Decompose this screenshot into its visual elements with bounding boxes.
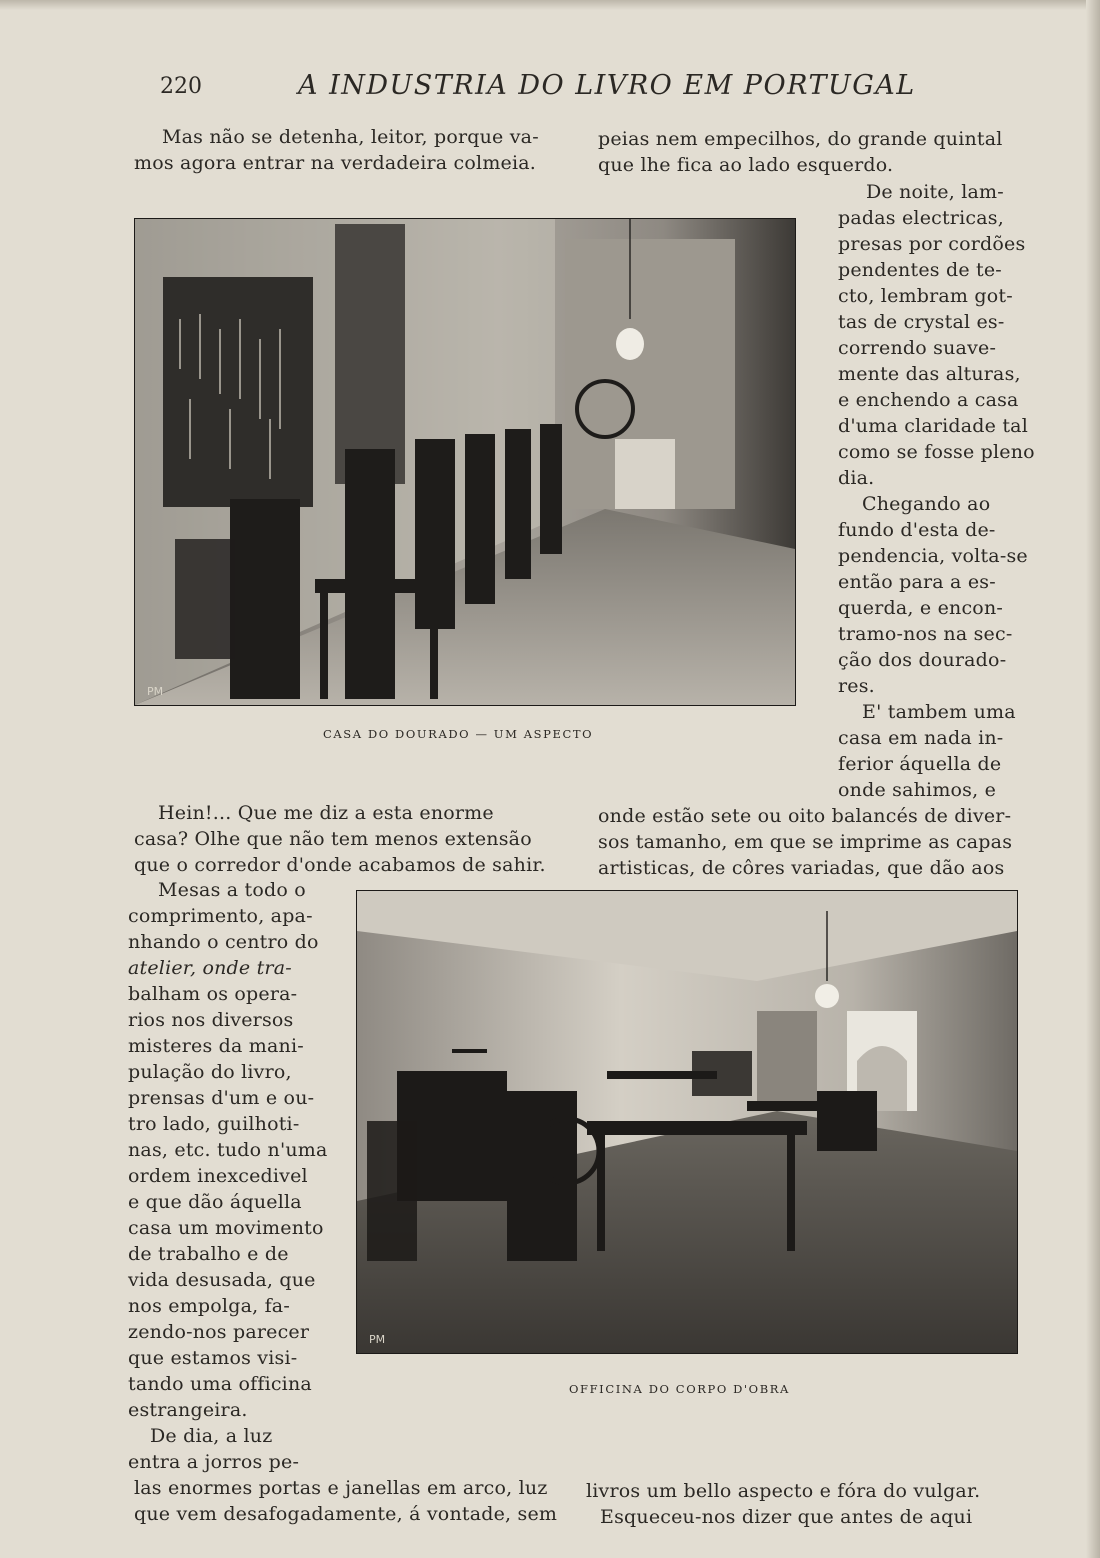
text-line: tramo-nos na sec- (838, 623, 1013, 645)
text-line: tando uma officina (128, 1373, 312, 1395)
text-line: como se fosse pleno (838, 441, 1035, 463)
text-line: Mas não se detenha, leitor, porque va- (162, 126, 539, 148)
photo-officina-corpo-dobra (356, 890, 1018, 1354)
text-line: zendo-nos parecer (128, 1321, 310, 1343)
text-line: peias nem empecilhos, do grande quintal (598, 128, 1003, 150)
text-line: que vem desafogadamente, á vontade, sem (134, 1503, 558, 1525)
text-line: que estamos visi- (128, 1347, 298, 1369)
text-line: misteres da mani- (128, 1035, 304, 1057)
caption-casa-do-dourado: CASA DO DOURADO — UM ASPECTO (323, 727, 594, 741)
text-line: nas, etc. tudo n'uma (128, 1139, 328, 1161)
text-line: mente das alturas, (838, 363, 1021, 385)
caption-officina-corpo-dobra: OFFICINA DO CORPO D'OBRA (569, 1382, 790, 1396)
text-line: casa? Olhe que não tem menos extensão (134, 828, 532, 850)
text-line: comprimento, apa- (128, 905, 313, 927)
text-line: presas por cordões (838, 233, 1026, 255)
text-line: d'uma claridade tal (838, 415, 1028, 437)
text-line: atelier, onde tra- (128, 957, 292, 979)
page-top-shadow (0, 0, 1100, 10)
text-line: padas electricas, (838, 207, 1004, 229)
text-line: então para a es- (838, 571, 996, 593)
text-line: res. (838, 675, 875, 697)
photo-initials: PM (369, 1333, 386, 1346)
text-line: pulação do livro, (128, 1061, 292, 1083)
photo-initials: PM (147, 685, 164, 698)
text-line: ção dos dourado- (838, 649, 1007, 671)
text-line: cto, lembram got- (838, 285, 1013, 307)
text-line: nos empolga, fa- (128, 1295, 290, 1317)
text-line: que lhe fica ao lado esquerdo. (598, 154, 894, 176)
text-line: Esqueceu-nos dizer que antes de aqui (600, 1506, 973, 1528)
text-line: E' tambem uma (862, 701, 1016, 723)
text-line: fundo d'esta de- (838, 519, 996, 541)
text-line: tas de crystal es- (838, 311, 1005, 333)
text-line: ordem inexcedivel (128, 1165, 308, 1187)
text-line: mos agora entrar na verdadeira colmeia. (134, 152, 537, 174)
text-line: pendentes de te- (838, 259, 1002, 281)
text-line: casa um movimento (128, 1217, 324, 1239)
text-line: e enchendo a casa (838, 389, 1019, 411)
text-line: onde estão sete ou oito balancés de diver- (598, 805, 1012, 827)
text-line: e que dão áquella (128, 1191, 302, 1213)
text-line: de trabalho e de (128, 1243, 289, 1265)
text-line: prensas d'um e ou- (128, 1087, 315, 1109)
text-line: nhando o centro do (128, 931, 319, 953)
text-line: que o corredor d'onde acabamos de sahir. (134, 854, 546, 876)
page-right-edge (1086, 0, 1100, 1558)
text-line: Hein!... Que me diz a esta enorme (158, 802, 494, 824)
text-line: livros um bello aspecto e fóra do vulgar. (586, 1480, 981, 1502)
running-title: A INDUSTRIA DO LIVRO EM PORTUGAL (298, 70, 916, 101)
photo-casa-do-dourado (134, 218, 796, 706)
text-line: tro lado, guilhoti- (128, 1113, 300, 1135)
text-line: rios nos diversos (128, 1009, 294, 1031)
text-line: las enormes portas e janellas em arco, luz (134, 1477, 548, 1499)
text-line: ferior áquella de (838, 753, 1002, 775)
text-line: vida desusada, que (128, 1269, 316, 1291)
text-line: artisticas, de côres variadas, que dão aos (598, 857, 1005, 879)
text-line: Chegando ao (862, 493, 991, 515)
text-line: pendencia, volta-se (838, 545, 1028, 567)
text-line: casa em nada in- (838, 727, 1004, 749)
text-line: onde sahimos, e (838, 779, 997, 801)
page-number: 220 (160, 74, 202, 99)
text-line: De dia, a luz (150, 1425, 273, 1447)
text-line: balham os opera- (128, 983, 298, 1005)
text-line: De noite, lam- (866, 181, 1004, 203)
text-line: estrangeira. (128, 1399, 248, 1421)
text-line: sos tamanho, em que se imprime as capas (598, 831, 1013, 853)
text-line: dia. (838, 467, 875, 489)
text-line: querda, e encon- (838, 597, 1003, 619)
text-line: entra a jorros pe- (128, 1451, 300, 1473)
text-line: correndo suave- (838, 337, 997, 359)
text-line: Mesas a todo o (158, 879, 306, 901)
